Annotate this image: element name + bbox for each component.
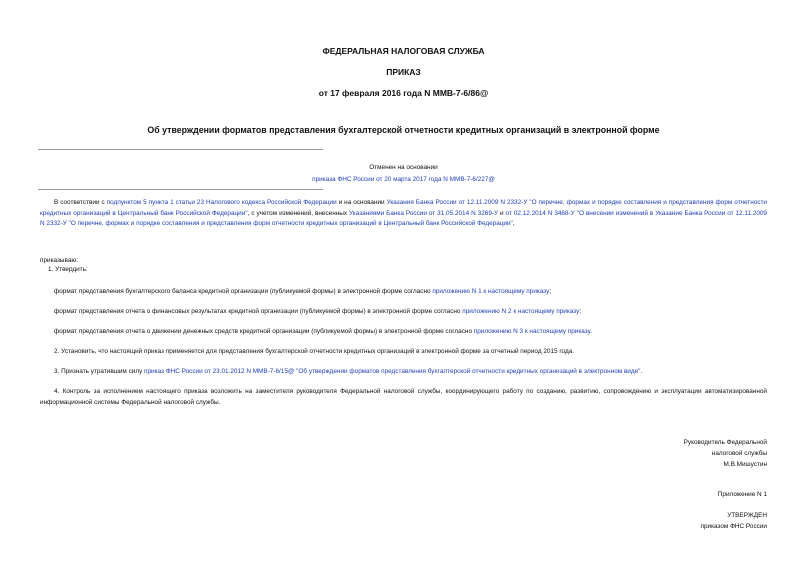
approved-label: УТВЕРЖДЕН xyxy=(727,512,767,519)
format-1-text: формат представления бухгалтерского баланса кредитной организации (публикуемой формы) в электронной форме согласно xyxy=(54,288,433,295)
signature-line-2: налоговой службы xyxy=(711,450,767,457)
appendix-2-link[interactable]: приложению N 2 к настоящему приказу xyxy=(462,308,580,315)
format-item-3 xyxy=(54,327,767,338)
format-2-end: ; xyxy=(579,308,582,315)
format-3-text: формат представления отчета о движении денежных средств кредитной организации (публикуемой формы) в электронной форме согласно xyxy=(54,328,474,335)
bank-directive-link[interactable]: Указания Банка России от 12.11.2009 N 2332-У "О перечне, формах и порядке составления и представления форм отчетности кредитных организаций в Центральный банк Российской Федерации" xyxy=(40,199,767,217)
approved-by: приказом ФНС России xyxy=(700,523,767,530)
appendix-3-link[interactable]: приложению N 3 к настоящему приказу xyxy=(473,328,591,335)
preamble-text-1: В соответствии с xyxy=(54,199,107,206)
format-1-end: ; xyxy=(549,288,552,295)
signature-name: М.В.Мишустин xyxy=(723,461,767,468)
repealed-order-link[interactable]: приказ ФНС России от 23.01.2012 N ММВ-7-6/15@ "Об утверждении форматов представления бухгалтерской отчетности кредитных организаций в электронном виде" xyxy=(144,368,641,375)
item-2: 2. Установить, что настоящий приказ применяется для представления бухгалтерской отчетности кредитных организаций в электронной форме за отчетный период 2015 года. xyxy=(54,348,575,355)
preamble-text-2: и на основании xyxy=(336,199,387,206)
item-4: 4. Контроль за исполнением настоящего приказа возложить на заместителя руководителя Федеральной налоговой службы, координирующего работу по созданию, развитию, сопровождению и эксплуатации автоматизированной информационной системы Федеральной налоговой службы. xyxy=(40,388,767,406)
preamble-text-3: , с учетом изменений, внесенных xyxy=(247,209,350,217)
divider-top xyxy=(38,149,323,150)
format-item-1 xyxy=(54,287,767,298)
format-2-text: формат представления отчета о финансовых результатах кредитной организации (публикуемой формы) в электронной форме согласно xyxy=(54,308,463,315)
document-title: Об утверждении форматов представления бухгалтерской отчетности кредитных организаций в электронной форме xyxy=(147,125,660,135)
appendix-1-link[interactable]: приложению N 1 к настоящему приказу xyxy=(432,288,550,295)
preamble-text-4: и xyxy=(498,209,506,217)
bank-directive-3269-link[interactable]: Указаниями Банка России от 31.05.2014 N 3269-У xyxy=(349,209,499,217)
status-link-row xyxy=(0,175,807,186)
document-type: ПРИКАЗ xyxy=(386,67,421,77)
item-3 xyxy=(54,367,767,378)
bank-directive-3468-link[interactable]: от 02.12.2014 N 3468-У "О внесении изменений в Указание Банка России от 12.11.2009 N 2332-У "О перечне, формах и порядке составления и представления форм отчетности кредитных организаций в Центральный банк Российской Федерации" xyxy=(40,209,767,227)
tax-code-link[interactable]: подпунктом 5 пункта 1 статьи 23 Налогового кодекса Российской Федерации xyxy=(106,199,337,206)
order-word: приказываю: xyxy=(40,257,78,264)
format-item-2 xyxy=(54,307,767,318)
preamble-paragraph xyxy=(40,198,767,230)
item-1: 1. Утвердить: xyxy=(48,266,88,273)
repeal-order-link[interactable]: приказа ФНС России от 20 марта 2017 года N ММВ-7-6/227@ xyxy=(312,176,495,183)
preamble-text-5: , xyxy=(512,220,515,227)
format-3-end: . xyxy=(590,328,592,335)
divider-bottom xyxy=(38,189,323,190)
item-3-text-2: . xyxy=(640,368,643,375)
agency-name: ФЕДЕРАЛЬНАЯ НАЛОГОВАЯ СЛУЖБА xyxy=(322,46,485,56)
status-text: Отменен на основании xyxy=(369,164,438,171)
item-3-text-1: 3. Признать утратившим силу xyxy=(54,368,145,375)
signature-line-1: Руководитель Федеральной xyxy=(683,439,767,446)
appendix-label: Приложение N 1 xyxy=(717,491,767,498)
document-date-number: от 17 февраля 2016 года N ММВ-7-6/86@ xyxy=(318,88,489,98)
